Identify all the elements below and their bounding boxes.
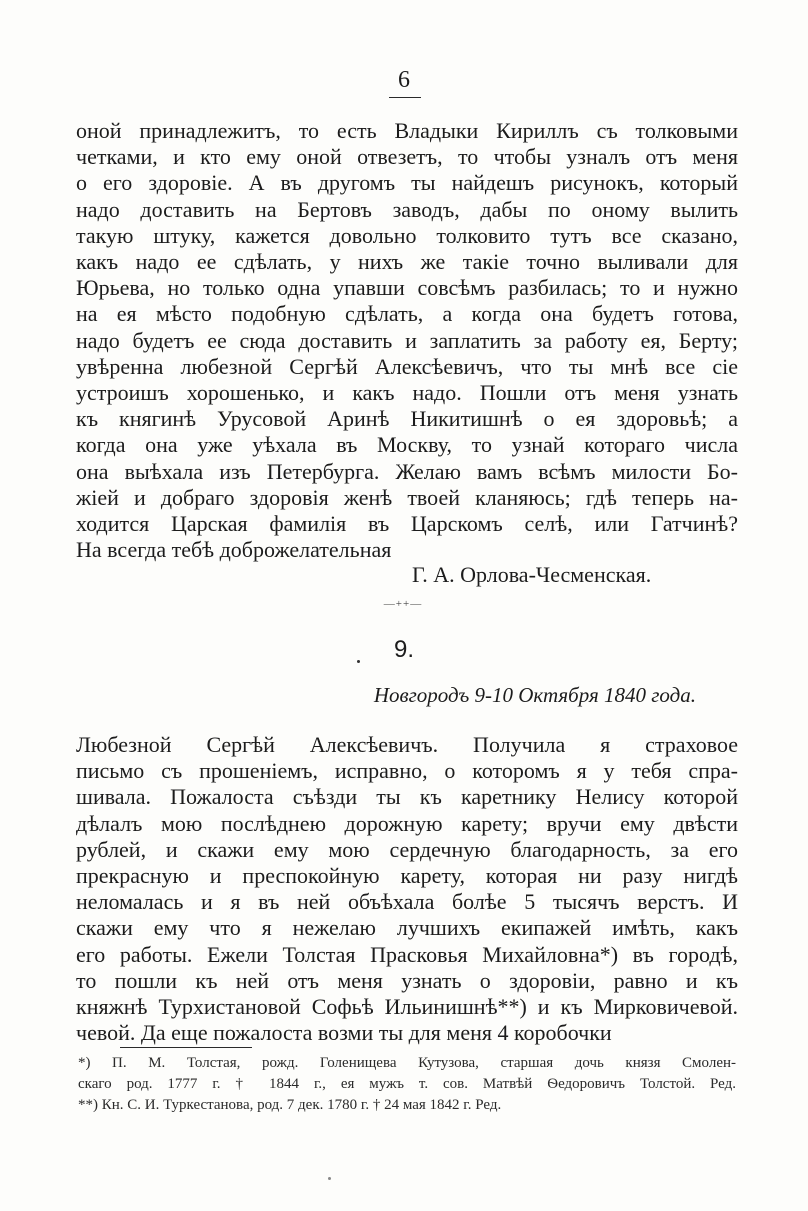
text-line: какъ надо ее сдѣлать, у нихъ же такіе точно выливали для — [76, 249, 738, 274]
text-line: дѣлалъ мою послѣднею дорожную карету; вручи ему двѣсти — [76, 810, 738, 836]
text-line: четками, и кто ему оной отвезетъ, то чтобы узналъ отъ меня — [76, 144, 738, 170]
text-line: Юрьева, но только одна упавши совсѣмъ разбилась; то и нужно — [76, 275, 738, 301]
text-line: чевой. Да еще пожалоста возми ты для меня 4 коробочки — [76, 1020, 612, 1046]
text-line: когда она уже уѣхала въ Москву, то узнай котораго числа — [76, 432, 738, 458]
text-line: письмо съ прошеніемъ, исправно, о которомъ я у тебя спра- — [76, 758, 738, 784]
text-line: шивала. Пожалоста съѣзди ты къ каретнику Нелису которой — [76, 784, 738, 810]
text-line: оной принадлежитъ, то есть Владыки Кириллъ съ толковыми — [76, 118, 738, 143]
text-line: надо доставить на Бертовъ заводъ, дабы по оному вылить — [76, 196, 738, 222]
text-line: она выѣхала изъ Петербурга. Желаю вамъ всѣмъ милости Бо- — [76, 458, 738, 484]
text-line: такую штуку, кажется довольно толковито тутъ все сказано, — [76, 222, 738, 248]
text-line: рублей, и скажи ему мою сердечную благодарность, за его — [76, 836, 738, 862]
text-line: увѣренна любезной Сергѣй Алексѣевичъ, что ты мнѣ все сіе — [76, 353, 738, 379]
text-line: къ княгинѣ Урусовой Аринѣ Никитишнѣ о ея здоровьѣ; а — [76, 406, 738, 432]
text-line: на ея мѣсто подобную сдѣлать, а когда она будетъ готова, — [76, 301, 738, 327]
page-number-underline — [389, 97, 421, 98]
stray-mark — [328, 1177, 331, 1180]
letter-9-number: 9. — [393, 636, 414, 663]
footnote-line: *) П. М. Толстая, рожд. Голенищева Кутузова, старшая дочь князя Смолен- — [78, 1055, 736, 1071]
text-line: прекрасную и преспокойную карету, которая ни разу нигдѣ — [76, 863, 738, 888]
text-line: его работы. Ежели Толстая Прасковья Михайловна*) въ городѣ, — [76, 941, 738, 967]
section-divider: —++— — [383, 598, 423, 610]
text-line: княжнѣ Турхистановой Софьѣ Ильинишнѣ**) и къ Мирковичевой. — [76, 994, 738, 1019]
footnote-line: **) Кн. С. И. Туркестанова, род. 7 дек. 1780 г. † 24 мая 1842 г. Ред. — [78, 1097, 502, 1113]
text-line: неломалась и я въ ней объѣхала болѣе 5 тысячъ верстъ. И — [76, 889, 738, 915]
page-number: 6 — [398, 67, 410, 93]
footnote-rule — [120, 1047, 252, 1048]
text-line: устроишъ хорошенько, и какъ надо. Пошли отъ меня узнать — [76, 380, 738, 405]
text-line: жіей и добраго здоровія женѣ твоей кланяюсь; гдѣ теперь на- — [76, 484, 738, 510]
text-line: о его здоровіе. А въ другомъ ты найдешъ рисунокъ, который — [76, 170, 738, 196]
text-line: скажи ему что я нежелаю лучшихъ екипажей имѣть, какъ — [76, 915, 738, 941]
letter-9-dateline: Новгородъ 9-10 Октября 1840 года. — [373, 683, 696, 707]
text-line: то пошли къ ней отъ меня узнать о здоровіи, равно и къ — [76, 967, 738, 993]
letter-8-signature: Г. А. Орлова-Чесменская. — [412, 562, 652, 587]
footnote-line: скаго род. 1777 г. † 1844 г., ея мужъ т. сов. Матвѣй Ѳедоровичъ Толстой. Ред. — [78, 1076, 736, 1092]
text-line: На всегда тебѣ доброжелательная — [76, 537, 392, 563]
text-line: ходится Царская фамилія въ Царскомъ селѣ, или Гатчинѣ? — [76, 511, 738, 536]
text-line: Любезной Сергѣй Алексѣевичъ. Получила я страховое — [76, 732, 738, 757]
text-line: надо будетъ ее сюда доставить и заплатить за работу ея, Берту; — [76, 327, 738, 353]
